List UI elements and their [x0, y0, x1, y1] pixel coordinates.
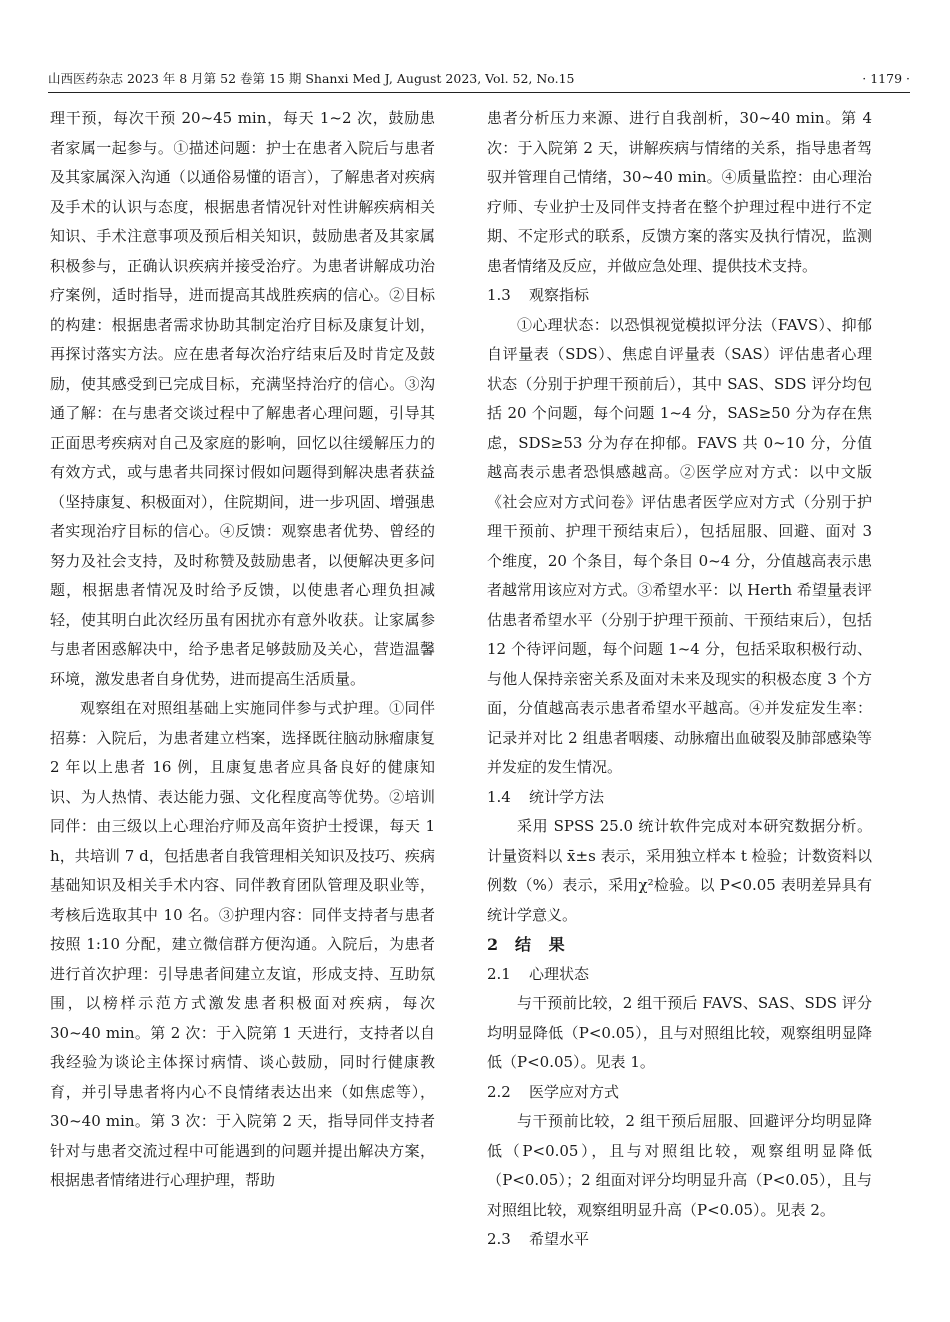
section-number: 1.4: [487, 787, 511, 806]
paragraph-coping-results: 与干预前比较，2 组干预后屈服、回避评分均明显降低（P<0.05），且与对照组比较，观察组明显降低（P<0.05）；2 组面对评分均明显升高（P<0.05），且与对照组比较，观察组明显升高（P<0.05）。见表 2。: [487, 1112, 872, 1219]
section-heading-2-3: [487, 1225, 872, 1255]
running-header: [48, 68, 910, 90]
page-number: · 1179 ·: [862, 71, 910, 86]
section-heading-2-2: [487, 1078, 872, 1108]
section-number: 2.1: [487, 964, 511, 983]
section-title: 心理状态: [529, 964, 590, 983]
section-number: 1.3: [487, 286, 511, 304]
section-heading-2-1: [487, 960, 872, 990]
section-heading-1-4: [487, 783, 872, 813]
header-rule: [48, 92, 910, 93]
right-column: [487, 104, 872, 1264]
section-number: 2.2: [487, 1082, 511, 1101]
left-column: [50, 104, 435, 1264]
section-title: 希望水平: [529, 1230, 590, 1248]
section-heading-2: [487, 930, 872, 960]
section-title: 结 果: [515, 935, 571, 954]
section-title: 观察指标: [529, 286, 590, 304]
journal-citation: 山西医药杂志 2023 年 8 月第 52 卷第 15 期 Shanxi Med J, August 2023, Vol. 52, No.15: [48, 71, 575, 86]
paragraph-psych-intervention: 理干预，每次干预 20~45 min，每天 1~2 次，鼓励患者家属一起参与。①描述问题：护士在患者入院后与患者及其家属深入沟通（以通俗易懂的语言），了解患者对疾病及手术的认识与态度，根据患者情况针对性讲解疾病相关知识、手术注意事项及预后相关知识，鼓励患者及其家属积极参与，正确认识疾病并接受治疗。为患者讲解成功治疗案例，适时指导，进而提高其战胜疾病的信心。②目标的构建：根据患者需求协助其制定治疗目标及康复计划，再探讨落实方法。应在患者每次治疗结束后及时肯定及鼓励，使其感受到已完成目标，充满坚持治疗的信心。③沟通了解：在与患者交谈过程中了解患者心理问题，引导其正面思考疾病对自己及家庭的影响，回忆以往缓解压力的有效方式，或与患者共同探讨假如问题得到解决患者获益（坚持康复、积极面对），住院期间，进一步巩固、增强患者实现治疗目标的信心。④反馈：观察患者优势、曾经的努力及社会支持，及时称赞及鼓励患者，以便解决更多问题，根据患者情况及时给予反馈，以使患者心理负担减轻，使其明白此次经历虽有困扰亦有意外收获。让家属参与患者困惑解决中，给予患者足够鼓励及关心，营造温馨环境，激发患者自身优势，进而提高生活质量。: [50, 109, 435, 688]
section-number: 2.3: [487, 1230, 511, 1248]
section-title: 统计学方法: [529, 787, 605, 806]
paragraph-observation-indicators: ①心理状态：以恐惧视觉模拟评分法（FAVS）、抑郁自评量表（SDS）、焦虑自评量表（SAS）评估患者心理状态（分别于护理干预前后），其中 SAS、SDS 评分均包括 20 个问题，每个问题 1~4 分，SAS≥50 分为存在焦虑，SDS≥53 分为存在抑郁。FAVS 共 0~10 分，分值越高表示患者恐惧感越高。②医学应对方式：以中文版《社会应对方式问卷》评估患者医学应对方式（分别于护理干预前、护理干预结束后），包括屈服、回避、面对 3 个维度，20 个条目，每个条目 0~4 分，分值越高表示患者越常用该应对方式。③希望水平：以 Herth 希望量表评估患者希望水平（分别于护理干预前、干预结束后），包括 12 个待评问题，每个问题 1~4 分，包括采取积极行动、与他人保持亲密关系及面对未来及现实的积极态度 3 个方面，分值越高表示患者希望水平越高。④并发症发生率：记录并对比 2 组患者咽瘘、动脉瘤出血破裂及肺部感染等并发症的发生情况。: [487, 315, 872, 776]
paragraph-statistics: 采用 SPSS 25.0 统计软件完成对本研究数据分析。计量资料以 x̄±s 表示，采用独立样本 t 检验；计数资料以例数（%）表示，采用χ²检验。以 P<0.05 表明差异具有统计学意义。: [487, 817, 872, 924]
paragraph-psych-results: 与干预前比较，2 组干预后 FAVS、SAS、SDS 评分均明显降低（P<0.05），且与对照组比较，观察组明显降低（P<0.05）。见表 1。: [487, 994, 872, 1071]
section-title: 医学应对方式: [529, 1082, 620, 1101]
section-heading-1-3: [487, 281, 872, 311]
paragraph-peer-participation: 观察组在对照组基础上实施同伴参与式护理。①同伴招募：入院后，为患者建立档案，选择既往脑动脉瘤康复 2 年以上患者 16 例，且康复患者应具备良好的健康知识、为人热情、表达能力强、文化程度高等优势。②培训同伴：由三级以上心理治疗师及高年资护士授课，每天 1 h，共培训 7 d，包括患者自我管理相关知识及技巧、疾病基础知识及相关手术内容、同伴教育团队管理及职业等，考核后选取其中 10 名。③护理内容：同伴支持者与患者按照 1:10 分配，建立微信群方便沟通。入院后，为患者进行首次护理：引导患者间建立友谊，形成支持、互助氛围，以榜样示范方式激发患者积极面对疾病，每次 30~40 min。第 2 次：于入院第 1 天进行，支持者以自我经验为谈论主体探讨病情、谈心鼓励，同时行健康教育，并引导患者将内心不良情绪表达出来（如焦虑等），30~40 min。第 3 次：于入院第 2 天，指导同伴支持者针对与患者交流过程中可能遇到的问题并提出解决方案，根据患者情绪进行心理护理，帮助: [50, 699, 435, 1189]
paragraph-peer-continued: 患者分析压力来源、进行自我剖析，30~40 min。第 4 次：于入院第 2 天，讲解疾病与情绪的关系，指导患者驾驭并管理自己情绪，30~40 min。④质量监控：由心理治疗师、专业护士及同伴支持者在整个护理过程中进行不定期、不定形式的联系，反馈方案的落实及执行情况，监测患者情绪及反应，并做应急处理、提供技术支持。: [487, 109, 872, 275]
section-number: 2: [487, 935, 505, 954]
